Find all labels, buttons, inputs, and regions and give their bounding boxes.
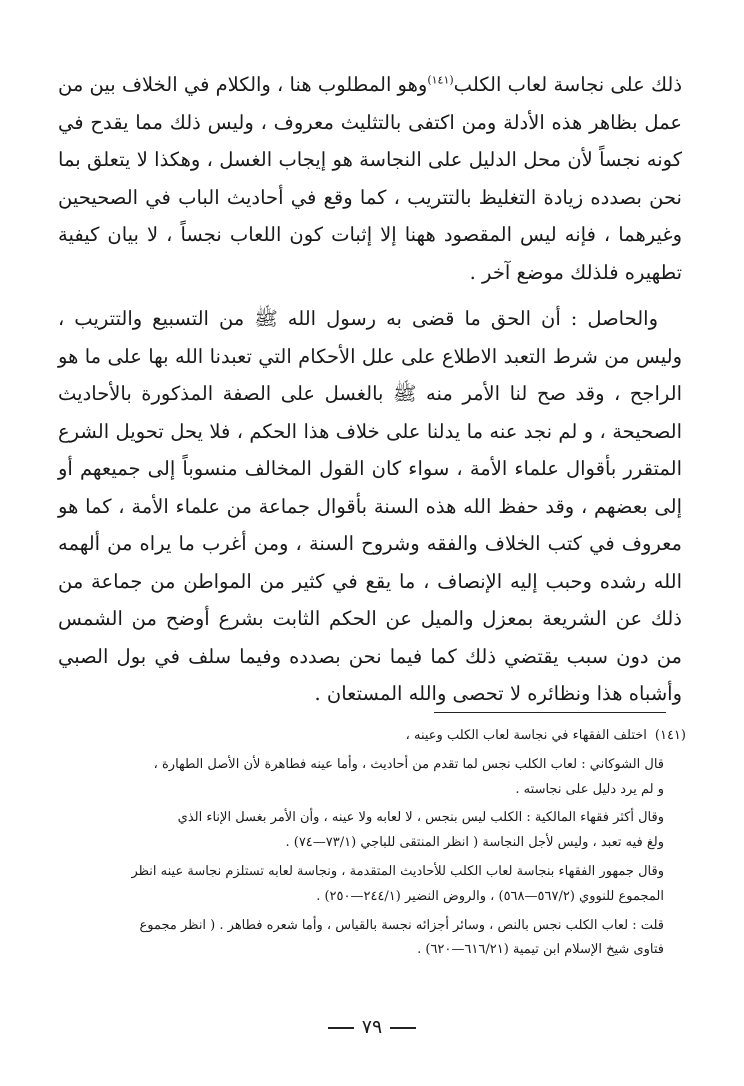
- paragraph-1-rest: وهو المطلوب هنا ، والكلام في الخلاف بين من عمل بظاهر هذه الأدلة ومن اكتفى بالتثليث معروف ، وليس ذلك مما يقدح في كونه نجساً لأن محل الدليل على النجاسة هو إيجاب الغسل ، وهكذا لا يتعلق بما نحن بصدده زيادة التغليظ بالتتريب ، كما وقع في أحاديث الباب في الصحيحين وغيرهما ، فإنه ليس المقصود ههنا إلا إثبات كون اللعاب نجساً ، لا بيان كيفية تطهيره فلذلك موضع آخر .: [57, 73, 682, 284]
- footnote-line: ولغ فيه تعبد ، وليس لأجل النجاسة ( انظر المنتقى للباجي (٧٣/١—٧٤) .: [285, 835, 664, 851]
- page-number-dash-left: [328, 1027, 354, 1029]
- footnote-line: و لم يرد دليل على نجاسته .: [515, 781, 664, 797]
- footnote-line: المجموع للنووي (٥٦٧/٢—٥٦٨) ، والروض النضير (٢٤٤/١—٢٥٠) .: [316, 888, 664, 904]
- main-text: [58, 66, 682, 713]
- paragraph-1: [58, 66, 682, 291]
- page-number-value: ٧٩: [361, 1016, 383, 1038]
- footnote-line: [58, 724, 686, 749]
- page-number: [0, 1012, 744, 1042]
- footnote-line: فتاوى شيخ الإسلام ابن تيمية (٦١٦/٢١—٦٢٠) .: [417, 942, 664, 958]
- footnote-divider: [434, 712, 666, 713]
- footnote-reference: (١٤١): [427, 73, 454, 87]
- paragraph-2: والحاصل : أن الحق ما قضى به رسول الله ﷺ من التسبيع والتتريب ، وليس من شرط التعبد الاطلاع على علل الأحكام التي تعبدنا الله بها على ما هو الراجح ، وقد صح لنا الأمر منه ﷺ بالغسل على الصفة المذكورة بالأحاديث الصحيحة ، و لم نجد عنه ما يدلنا على خلاف هذا الحكم ، فلا يحل تحويل الشرع المتقرر بأقوال علماء الأمة ، سواء كان القول المخالف منسوباً إلى جميعهم أو إلى بعضهم ، وقد حفظ الله هذه السنة بأقوال جماعة من علماء الأمة ، كما هو معروف في كتب الخلاف والفقه وشروح السنة ، ومن أغرب ما يراه من ألهمه الله رشده وحبب إليه الإنصاف ، ما يقع في كثير من المواطن من جماعة من ذلك عن الشريعة بمعزل والميل عن الحكم الثابت بشرع أوضح من الشمس من دون سبب يقتضي ذلك كما فيما نحن بصدده وفيما سلف في بول الصبي وأشباه هذا ونظائره لا تحصى والله المستعان .: [58, 307, 682, 705]
- page-number-dash-right: [390, 1027, 416, 1029]
- footnote-line: وقال أكثر فقهاء المالكية : الكلب ليس بنجس ، لا لعابه ولا عينه ، وأن الأمر بغسل الإناء الذي: [177, 810, 664, 826]
- paragraph-1-start: ذلك على نجاسة لعاب الكلب: [453, 73, 682, 96]
- footnote-line: قال الشوكاني : لعاب الكلب نجس لما تقدم من أحاديث ، وأما عينه فطاهرة لأن الأصل الطهارة ،: [153, 756, 664, 772]
- footnote-text: اختلف الفقهاء في نجاسة لعاب الكلب وعينه ،: [405, 728, 647, 743]
- footnote-line: قلت : لعاب الكلب نجس بالنص ، وسائر أجزائه نجسة بالقياس ، وأما شعره فطاهر . ( انظر مجموع: [139, 917, 664, 933]
- footnote-line: وقال جمهور الفقهاء بنجاسة لعاب الكلب للأحاديث المتقدمة ، ونجاسة لعابه تستلزم نجاسة عينه انظر: [131, 863, 664, 879]
- footnotes: [58, 724, 686, 963]
- footnote-number: (١٤١): [654, 728, 686, 743]
